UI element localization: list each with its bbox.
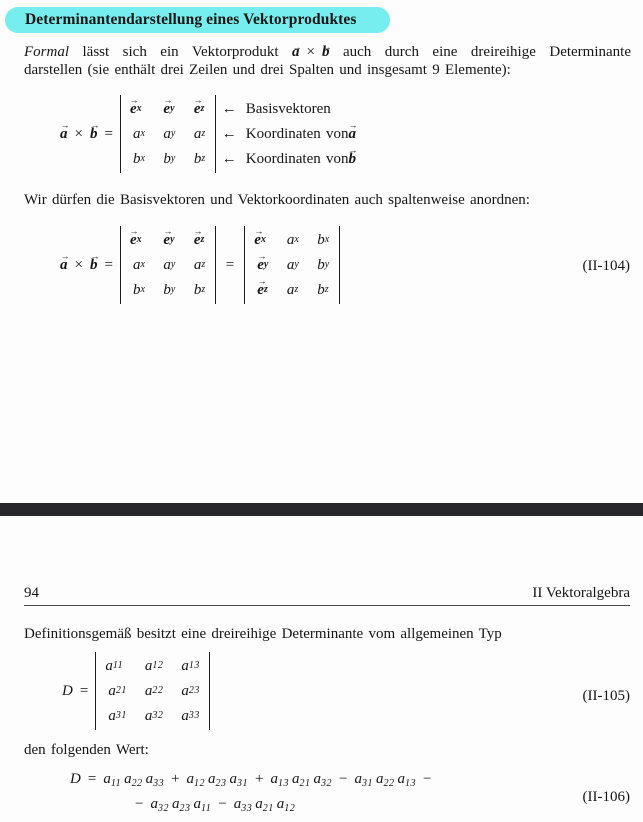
vector-variable: b → bbox=[90, 126, 98, 143]
math-variable: $a_{32}$ bbox=[313, 770, 333, 789]
math-text: Basisvektoren bbox=[245, 100, 331, 117]
equation-number: (II-105) bbox=[582, 688, 630, 704]
general-determinant-matrix bbox=[95, 652, 210, 730]
math-variable: b y bbox=[163, 150, 176, 167]
formula-II-105 bbox=[0, 652, 643, 730]
annotation-coordinates-b bbox=[220, 149, 356, 169]
math-operator: = bbox=[104, 125, 113, 142]
equation-number: (II-106) bbox=[582, 789, 630, 805]
math-variable: $a_{23}$ bbox=[208, 770, 227, 789]
page-number: 94 bbox=[24, 585, 39, 601]
formula-row-arrangement bbox=[0, 95, 643, 173]
columnwise-paragraph: Wir dürfen die Basisvektoren und Vektorkoordinaten auch spaltenweise anordnen: bbox=[24, 192, 530, 208]
vector-variable: a → bbox=[292, 43, 300, 61]
math-variable: a z bbox=[286, 281, 299, 298]
formula-lhs bbox=[62, 683, 95, 700]
math-variable: a y bbox=[286, 256, 300, 273]
left-arrow-icon: ← bbox=[221, 100, 237, 117]
math-variable: b x bbox=[132, 150, 146, 167]
math-variable: $a_{22}$ bbox=[124, 770, 143, 789]
math-variable: a y bbox=[163, 256, 176, 273]
math-variable: a 11 bbox=[105, 657, 124, 674]
vector-variable: a → bbox=[60, 257, 68, 274]
math-operator: + bbox=[171, 770, 180, 787]
math-variable: a x bbox=[286, 231, 300, 248]
math-variable: a 23 bbox=[181, 682, 200, 699]
math-variable: $a_{13}$ bbox=[397, 770, 416, 789]
math-variable: b z bbox=[193, 150, 206, 167]
vector-variable: e → z bbox=[257, 280, 268, 300]
formula-lhs bbox=[60, 257, 120, 274]
vector-variable: e → y bbox=[163, 99, 175, 119]
math-text: Koordinaten von bbox=[245, 125, 349, 142]
math-operator: × bbox=[74, 125, 83, 142]
math-variable: $a_{31}$ bbox=[229, 770, 249, 789]
equals-sign: = bbox=[225, 256, 235, 273]
math-operator: = bbox=[87, 770, 97, 787]
chapter-title: II Vektoralgebra bbox=[532, 585, 630, 601]
math-operator: − bbox=[422, 770, 432, 787]
vector-variable: a → bbox=[60, 126, 68, 143]
math-operator: = bbox=[79, 682, 89, 699]
vector-variable: e → x bbox=[130, 230, 142, 250]
math-variable: $a_{13}$ bbox=[270, 770, 290, 789]
italic-text: Formal bbox=[24, 44, 69, 60]
math-variable: b x bbox=[132, 281, 146, 298]
math-text: lässt sich ein Vektorprodukt bbox=[69, 44, 293, 60]
formula-II-106 bbox=[0, 769, 643, 814]
math-variable: b x bbox=[317, 231, 330, 248]
math-variable: $a_{33}$ bbox=[233, 795, 253, 814]
math-variable: D bbox=[62, 682, 73, 699]
math-variable: $a_{22}$ bbox=[375, 770, 395, 789]
math-variable: $a_{33}$ bbox=[145, 770, 165, 789]
determinant-matrix-columnwise bbox=[244, 226, 340, 304]
row-annotations bbox=[220, 95, 356, 173]
math-variable: $a_{12}$ bbox=[276, 795, 296, 814]
math-operator: − bbox=[218, 795, 227, 812]
math-variable: b y bbox=[317, 256, 330, 273]
math-text: auch durch eine dreireihige Determinante bbox=[329, 44, 631, 60]
formula-II-104 bbox=[0, 226, 643, 304]
math-operator: − bbox=[135, 795, 144, 812]
vector-variable: e → y bbox=[163, 230, 175, 250]
page-separator-bar bbox=[0, 503, 643, 516]
math-variable: $a_{12}$ bbox=[186, 770, 206, 789]
vector-variable: a → bbox=[348, 126, 356, 143]
annotation-basis-vectors bbox=[220, 99, 356, 119]
math-variable: a z bbox=[193, 256, 206, 273]
math-variable: a 13 bbox=[181, 657, 200, 674]
math-operator: − bbox=[339, 770, 348, 787]
section-title: Determinantendarstellung eines Vektorproduktes bbox=[25, 11, 357, 28]
vector-variable: b → bbox=[322, 43, 330, 61]
math-variable: a x bbox=[132, 256, 146, 273]
math-operator: + bbox=[255, 770, 264, 787]
math-variable: a z bbox=[193, 125, 206, 142]
vector-variable: b → bbox=[90, 257, 98, 274]
running-head-rule bbox=[24, 605, 630, 606]
vector-variable: e → x bbox=[130, 99, 142, 119]
vector-variable: e → z bbox=[194, 230, 205, 250]
left-arrow-icon: ← bbox=[221, 150, 237, 167]
math-variable: $a_{32}$ bbox=[150, 795, 169, 814]
math-variable: a 33 bbox=[181, 707, 200, 724]
section-title-highlight bbox=[5, 7, 390, 33]
running-head bbox=[24, 585, 630, 602]
determinant-matrix-rowwise bbox=[120, 226, 216, 304]
intro-paragraph-line1 bbox=[24, 43, 631, 61]
vector-variable: b → bbox=[348, 151, 356, 168]
math-variable: a 32 bbox=[144, 707, 164, 724]
math-variable: $a_{21}$ bbox=[292, 770, 311, 789]
vector-variable: e → z bbox=[194, 99, 205, 119]
left-arrow-icon: ← bbox=[221, 125, 237, 142]
math-variable: a 31 bbox=[108, 707, 127, 724]
math-variable: b z bbox=[193, 281, 206, 298]
math-variable: $a_{21}$ bbox=[255, 795, 274, 814]
math-variable: a 22 bbox=[144, 682, 164, 699]
math-operator: = bbox=[104, 256, 113, 273]
expansion-line1 bbox=[70, 769, 643, 789]
vector-variable: e → y bbox=[257, 255, 269, 275]
math-variable: $a_{23}$ bbox=[171, 795, 191, 814]
definition-paragraph: Definitionsgemäß besitzt eine dreireihige Determinante vom allgemeinen Typ bbox=[24, 626, 502, 642]
value-paragraph: den folgenden Wert: bbox=[24, 742, 149, 758]
math-variable: a 21 bbox=[108, 682, 127, 699]
vector-variable: e → x bbox=[254, 230, 266, 250]
math-variable: b z bbox=[317, 281, 330, 298]
determinant-matrix bbox=[120, 95, 216, 173]
math-variable: $a_{11}$ bbox=[103, 770, 122, 789]
math-variable: a y bbox=[163, 125, 176, 142]
math-variable: $a_{31}$ bbox=[354, 770, 373, 789]
math-operator: × bbox=[74, 256, 83, 273]
expansion-line2 bbox=[128, 794, 643, 814]
math-variable: b y bbox=[163, 281, 176, 298]
intro-paragraph-line2: darstellen (sie enthält drei Zeilen und drei Spalten und insgesamt 9 Elemente): bbox=[24, 62, 511, 78]
math-text: Koordinaten von bbox=[245, 150, 349, 167]
math-operator: × bbox=[306, 44, 315, 60]
formula-lhs bbox=[60, 126, 120, 143]
equation-number: (II-104) bbox=[582, 258, 630, 274]
annotation-coordinates-a bbox=[220, 124, 356, 144]
math-variable: $a_{11}$ bbox=[193, 795, 212, 814]
math-variable: D bbox=[70, 770, 81, 787]
math-variable: a 12 bbox=[144, 657, 164, 674]
math-variable: a x bbox=[132, 125, 146, 142]
